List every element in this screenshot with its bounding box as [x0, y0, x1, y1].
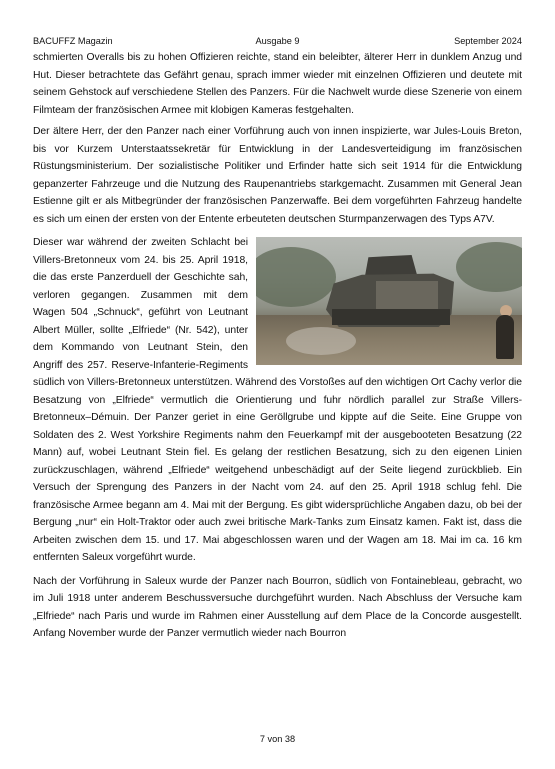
magazine-name: BACUFFZ Magazin — [33, 36, 113, 46]
tank-photo — [256, 237, 522, 365]
paragraph-2: Der ältere Herr, der den Panzer nach einer Vorführung auch von innen inspizierte, war Jules-Louis Breton, bis vor Kurzem Unterstaatssekretär für Entwicklung in der Landesverteidigung im französischen Rüstungsministerium. Der sozialistische Politiker und Erfinder hatte sich seit 1914 für die Entwicklung gepanzerter Fahrzeuge und die Nutzung des Raupenantriebs starkgemacht. Zusammen mit General Jean Estienne gilt er als Mitbegründer der französischen Panzerwaffe. Bei dem vorgeführten Fahrzeug handelte es sich um einen der ersten von der Entente erbeuteten deutschen Sturmpanzerwagen des Typs A7V. — [33, 126, 522, 225]
paragraph-1: schmierten Overalls bis zu hohen Offizieren reichte, stand ein beleibter, älterer Herr in dunklem Anzug und Hut. Dieser betrachtete das Gefährt genau, sprach immer wieder mit einzelnen Offizieren und deutete mit seinem Gehstock auf verschiedene Stellen des Panzers. Für die Nachwelt wurde diese Szenerie von einem Filmteam der französischen Armee mit klobigen Kameras festgehalten. — [33, 52, 522, 116]
paragraph-3: Dieser war während der zweiten Schlacht bei Villers-Bretonneux vom 24. bis 25. April 1918, die das erste Panzerduell der Geschichte sah, verloren gegangen. Zusammen mit dem Wagen 504 „Schnuck“, geführt von Leutnant Albert Müller, sollte „Elfriede“ (Nr. 542), unter dem Kommando von Leutnant Stein, den Angriff des 257. Reserve-Infanterie-Regiments südlich von Villers-Bretonneux unterstützen. Während des Vorstoßes auf den wichtigen Ort Cachy verlor die Besatzung von „Elfriede“ vermutlich die Orientierung und fuhr nördlich parallel zur Straße Villers-Bretonneux–Démuin. Der Panzer geriet in eine Geröllgrube und kippte auf die Seite. Eine Gruppe von Soldaten des 2. West Yorkshire Regiments nahm den Feuerkampf mit der ausgebooteten Besatzung (22 Mann) auf, wobei Leutnant Stein fiel. Es gelang der restlichen Besatzung, sich zu den eigenen Linien zurückzuschlagen, während „Elfriede“ weitgehend unbeschädigt auf der Seite liegend zurückblieb. Ein Versuch der Sprengung des Panzers in der Nacht vom 24. auf den 25. April 1918 schlug fehl. Die französische Armee begann am 4. Mai mit der Bergung. Es gibt widersprüchliche Angaben dazu, ob bei der Bergung „nur“ ein Holt-Traktor oder auch zwei britische Mark-Tanks zum Einsatz kamen. Fakt ist, dass die Arbeiten zwischen dem 15. und 17. Mai abgeschlossen waren und der Wagen am 18. Mai im ca. 16 km entfernten Saleux vorgeführt wurde. — [33, 237, 522, 563]
paragraph-4: Nach der Vorführung in Saleux wurde der Panzer nach Bourron, südlich von Fontainebleau, gebracht, wo im Juli 1918 unter anderem Beschussversuche durchgeführt wurden. Nach Abschluss der Versuche kam „Elfriede“ nach Paris und wurde im Rahmen einer Ausstellung auf dem Place de la Concorde ausgestellt. Anfang November wurde der Panzer vermutlich wieder nach Bourron — [33, 575, 522, 639]
issue-number: Ausgabe 9 — [255, 36, 300, 46]
page-header — [33, 36, 522, 48]
issue-date: September 2024 — [454, 36, 522, 46]
page-number: 7 von 38 — [259, 734, 296, 744]
article-body — [33, 49, 522, 649]
